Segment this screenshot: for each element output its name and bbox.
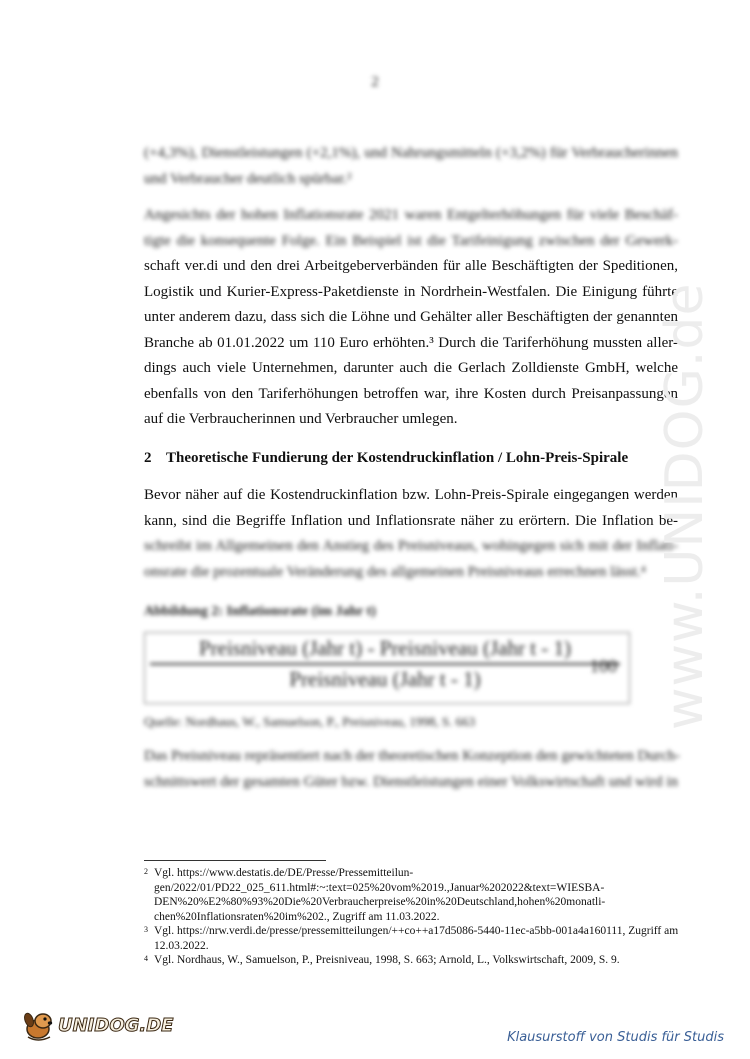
formula-denominator: Preisniveau (Jahr t - 1) [289, 667, 481, 691]
text-line: schaft ver.di und den drei Arbeitgeberverbänden für alle Beschäftigten der Speditionen, [144, 258, 678, 274]
figure-caption: Abbildung 2: Inflationsrate (im Jahr t) [144, 604, 376, 619]
footnote [144, 953, 684, 968]
text-line: onsrate die prozentuale Veränderung des allgemeinen Preisniveaus errechnen lässt.⁴ [144, 563, 646, 580]
footnote-number: 3 [144, 925, 148, 934]
text-line: und Verbraucher deutlich spürbar.² [144, 170, 352, 187]
formula-numerator: Preisniveau (Jahr t) - Preisniveau (Jahr t - 1) [150, 636, 620, 665]
text-line: kann, sind die Begriffe Inflation und Inflationsrate näher zu erörtern. Die Inflation be- [144, 512, 678, 529]
logo-text: UNIDOG.DE [58, 1014, 174, 1036]
text-line: schreibt im Allgemeinen den Anstieg des Preisniveaus, wohingegen sich mit der Inflati- [144, 538, 678, 554]
dog-icon [20, 1007, 56, 1043]
text-line: dings auch viele Unternehmen, darunter auch die Gerlach Zolldienste GmbH, welche [144, 360, 678, 376]
text-line: (+4,3%), Dienstleistungen (+2,1%), und Nahrungsmitteln (+3,2%) für Verbraucherinnen [144, 145, 678, 161]
page-number: 2 [371, 74, 379, 90]
section-number: 2 [144, 450, 152, 466]
footnote-number: 4 [144, 954, 148, 963]
paragraph-inflation-blurred [144, 534, 678, 585]
footnote-text: Vgl. https://nrw.verdi.de/presse/pressemitteilungen/++co++a17d5086-5440-11ec-a5bb-001a4a160111, Zugriff am 12.03.2022. [154, 925, 679, 952]
text-line: Bevor näher auf die Kostendruckinflation bzw. Lohn-Preis-Spirale eingegangen werden [144, 487, 678, 503]
section-heading [144, 450, 684, 467]
footnote-divider [144, 860, 326, 861]
footnotes [144, 866, 684, 968]
formula-multiplier: 100 [590, 656, 617, 676]
footnote [144, 866, 684, 924]
paragraph-blurred-top [144, 203, 678, 254]
text-line: Das Preisniveau repräsentiert nach der theoretischen Konzeption den gewichteten Durch- [144, 748, 681, 764]
text-line: schnittswert der gesamten Güter bzw. Dienstleistungen einer Volkswirtschaft und wird in [144, 773, 678, 790]
footnote [144, 924, 684, 953]
text-line: ebenfalls von den Tariferhöhungen betroffen war, ihre Kosten durch Preisanpassungen [144, 385, 678, 402]
tagline: Klausurstoff von Studis für Studis [507, 1030, 724, 1045]
text-line: auf die Verbraucherinnen und Verbraucher umlegen. [144, 411, 458, 427]
unidog-logo[interactable] [20, 1007, 173, 1043]
text-line: unter anderem dazu, dass sich die Löhne und Gehälter aller Beschäftigten der genannten [144, 309, 678, 325]
text-line: Angesichts der hohen Inflationsrate 2021 waren Entgelterhöhungen für viele Beschäf- [144, 207, 678, 223]
watermark: www.UNIDOG.de [655, 282, 715, 730]
inflation-formula [150, 636, 620, 692]
figure-source: Quelle: Nordhaus, W., Samuelson, P., Preisniveau, 1998, S. 663 [144, 714, 476, 729]
footnote-text: Vgl. https://www.destatis.de/DE/Presse/Pressemitteilun-gen/2022/01/PD22_025_611.html#:~:text=025%20vom%2019.,Januar%202022&text=WIESBA-DEN%20%E2%80%93%20Die%20Verbraucherpreise%20in%20Deutschland,hohen%20monatli-chen%20Inflationsraten%20im%202., Zugriff am 11.03.2022. [154, 867, 606, 923]
intro-paragraph [144, 141, 678, 192]
paragraph-inflation [144, 483, 678, 534]
paragraph-tarif [144, 254, 678, 433]
text-line: tigte die konsequente Folge. Ein Beispiel ist die Tarifeinigung zwischen der Gewerk- [144, 232, 678, 249]
footnote-text: Vgl. Nordhaus, W., Samuelson, P., Preisniveau, 1998, S. 663; Arnold, L., Volkswirtschaft, 2009, S. 9. [154, 954, 620, 966]
text-line: Logistik und Kurier-Express-Paketdienste in Nordrhein-Westfalen. Die Einigung führte [144, 283, 678, 300]
text-line: Branche ab 01.01.2022 um 110 Euro erhöhten.³ Durch die Tariferhöhung mussten aller- [144, 334, 678, 351]
section-title: Theoretische Fundierung der Kostendruckinflation / Lohn-Preis-Spirale [166, 450, 629, 466]
footnote-number: 2 [144, 867, 148, 876]
paragraph-preisniveau [144, 744, 681, 795]
